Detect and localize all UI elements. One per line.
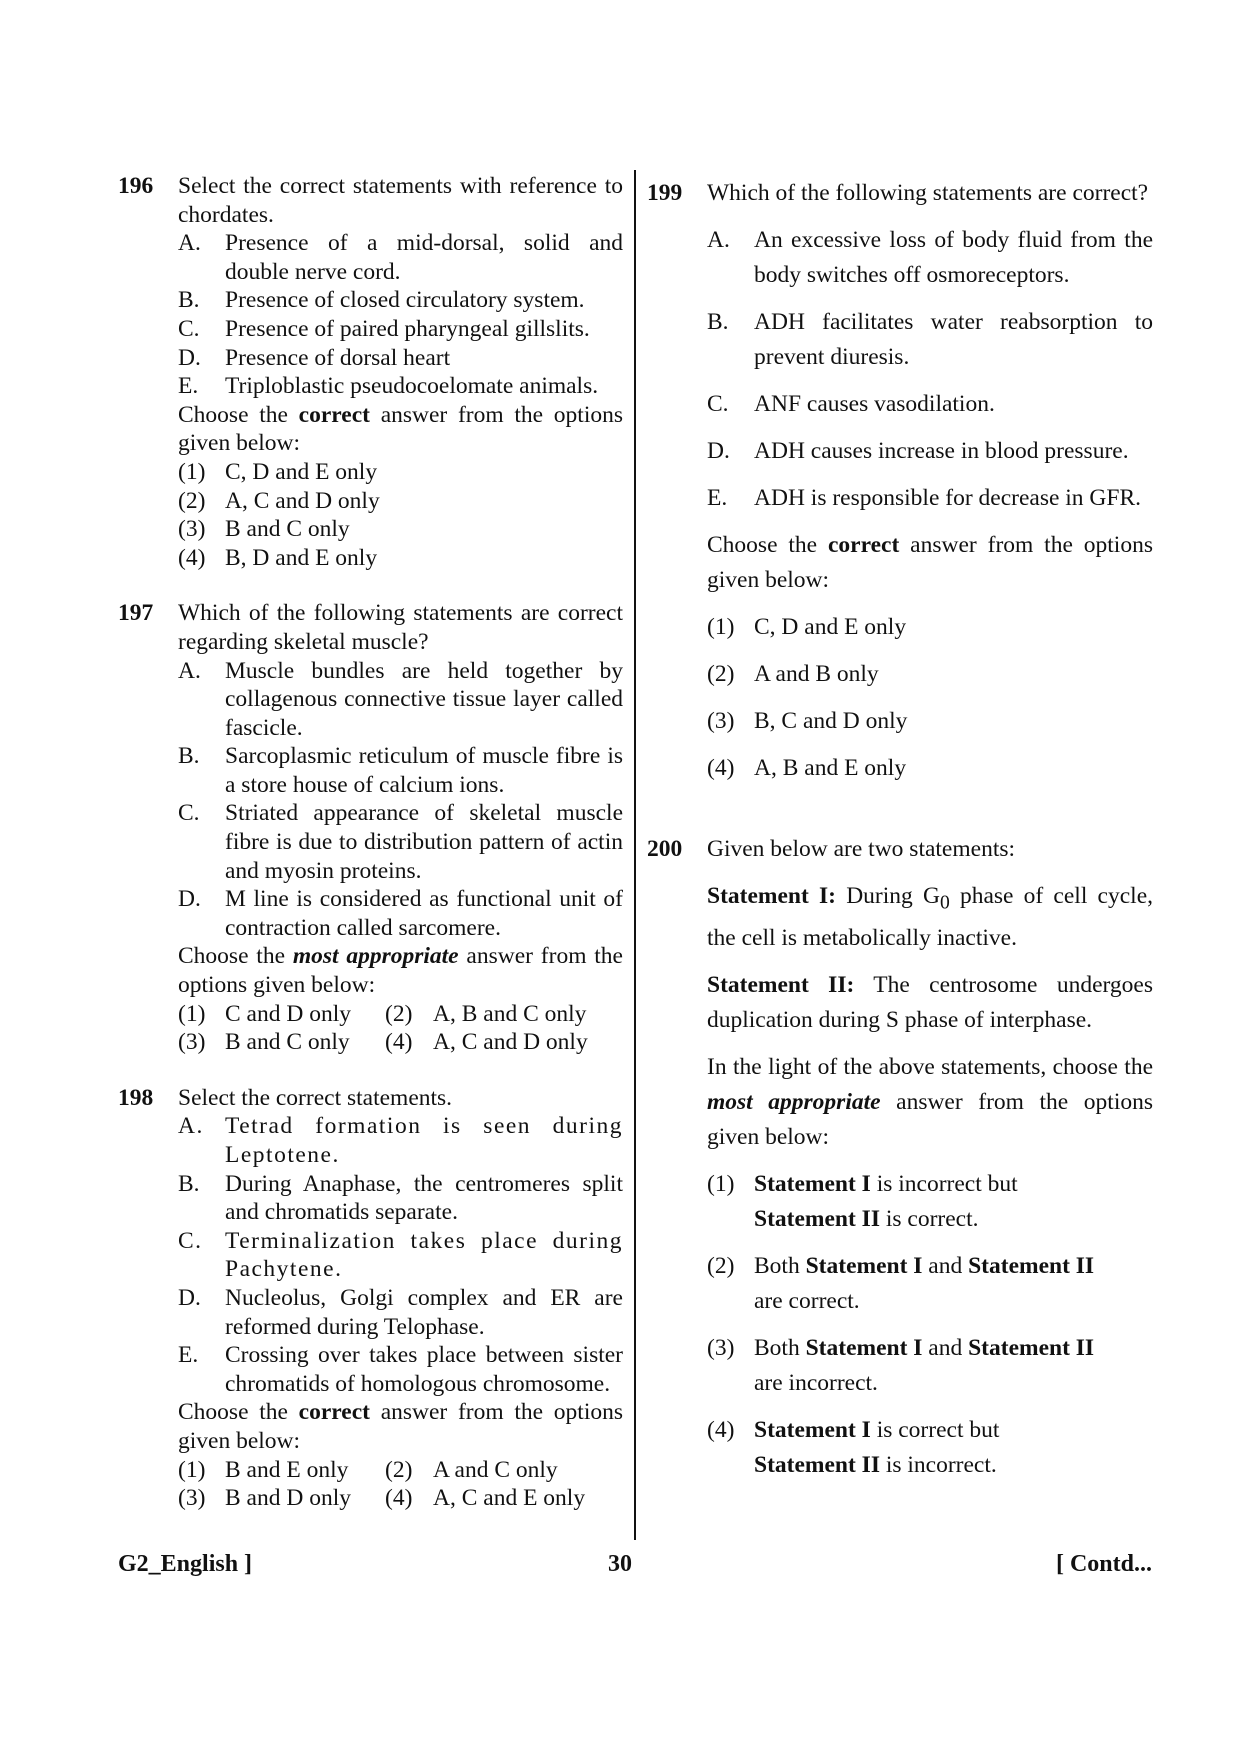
option-label: (3) [707,708,735,734]
statement-text: Tetrad formation is seen during Leptotene. [225,1113,623,1168]
statement-label: A. [178,1113,204,1140]
option-text: B and D only [225,1485,351,1512]
question-number: 197 [118,600,154,627]
instruction-keyword: correct [827,532,900,558]
option-1 [178,1456,385,1485]
question-196 [118,172,623,572]
statement-text: ANF causes vasodilation. [754,391,995,417]
option-keyword: Statement I [754,1170,871,1197]
option-label: (2) [385,1000,413,1027]
statement-text: phase of cell cycle, the cell is metabolically inactive. [707,883,1153,951]
instruction-text: answer from the options given below: [707,1088,1153,1150]
option-row [178,1484,623,1513]
option-text: A, C and E only [433,1485,586,1512]
option-keyword: Statement II [968,1252,1095,1279]
option-2 [707,657,1153,692]
question-199 [647,176,1153,786]
instruction-keyword: correct [298,1399,370,1426]
statement-text: Presence of closed circulatory system. [225,287,585,314]
option-text: A and C only [433,1456,558,1483]
choose-instruction [178,942,623,999]
statement-c [178,799,623,885]
option-keyword: Statement II [754,1451,880,1478]
option-1 [178,1000,385,1029]
statement-label: D. [178,886,201,913]
statement-text: Terminalization takes place during Pachytene. [225,1227,623,1283]
subscript: 0 [939,892,950,914]
choose-instruction [178,401,623,458]
option-4 [385,1028,588,1057]
option-label: (4) [385,1485,413,1512]
statement-text: M line is considered as functional unit of contraction called sarcomere. [225,886,623,941]
statement-text: During G [835,883,940,909]
question-stem: Select the correct statements with reference to chordates. [178,173,623,228]
statement-text: ADH causes increase in blood pressure. [754,438,1129,464]
option-label: (4) [707,755,735,781]
option-label: (4) [707,1416,735,1443]
statement-label: B. [707,309,729,335]
statement-d [178,344,623,373]
option-label: (1) [178,458,206,485]
choose-instruction [707,528,1153,598]
option-keyword: Statement I [805,1334,923,1361]
option-keyword: Statement II [968,1334,1095,1361]
option-label: (1) [178,1456,206,1483]
statement-label: E. [178,1342,199,1369]
option-label: (1) [178,1000,206,1027]
statement-e [178,372,623,401]
statement-text: Striated appearance of skeletal muscle fibre is due to distribution pattern of actin and myosin proteins. [225,800,623,884]
option-3 [178,1484,385,1513]
statement-label: C. [178,800,200,827]
option-text: is correct. [879,1205,979,1232]
statement-text: Presence of a mid-dorsal, solid and double nerve cord. [225,230,623,285]
option-2 [178,487,623,516]
statement-label: C. [178,315,200,342]
option-label: (1) [707,1170,735,1197]
instruction-keyword: most appropriate [292,943,459,970]
option-label: (3) [178,516,206,543]
option-3 [178,515,623,544]
option-text: is incorrect but [870,1170,1018,1197]
statement-label: Statement I: [707,883,836,909]
option-label: (3) [178,1029,206,1056]
statement-a [178,657,623,743]
statement-1 [707,879,1153,956]
option-text: are incorrect. [754,1369,878,1396]
statement-d [178,1284,623,1341]
statement-label: A. [178,230,201,257]
option-1 [707,610,1153,645]
option-text: B, C and D only [754,708,908,734]
option-1 [178,458,623,487]
option-4 [385,1484,585,1513]
statement-a [178,229,623,286]
option-text: A and B only [754,661,879,687]
instruction-text: answer from the options given below: [178,1399,623,1454]
question-stem: Select the correct statements. [178,1084,453,1111]
option-row [178,1000,623,1029]
statement-b [178,742,623,799]
statement-label: A. [707,227,730,253]
instruction-text: Choose the [178,943,293,970]
option-row [178,1456,623,1485]
option-label: (4) [178,544,206,571]
option-text: Both [754,1334,806,1361]
option-label: (3) [707,1334,735,1361]
option-label: (3) [178,1485,206,1512]
statement-label: C. [178,1227,203,1254]
statement-label: E. [178,373,199,400]
statement-e [707,481,1153,516]
instruction-text: answer from the options given below: [178,943,623,999]
statement-label: D. [178,1284,201,1311]
option-label: (2) [385,1456,413,1483]
question-number: 200 [647,836,683,862]
option-label: (1) [707,614,735,640]
statement-d [707,434,1153,469]
option-text: B and C only [225,516,350,543]
statement-label: D. [707,438,730,464]
option-label: (4) [385,1029,413,1056]
statement-b [178,1170,623,1227]
option-label: (2) [178,487,206,514]
column-divider [634,170,636,1540]
statement-label: B. [178,1170,200,1197]
option-2 [707,1249,1153,1319]
option-text: B, D and E only [225,544,378,571]
question-number: 198 [118,1084,154,1111]
option-3 [178,1028,385,1057]
statement-c [707,387,1153,422]
option-text: and [922,1334,969,1361]
option-text: C, D and E only [754,614,907,640]
statement-text: Presence of paired pharyngeal gillslits. [225,315,590,342]
statement-text: An excessive loss of body fluid from the body switches off osmoreceptors. [754,227,1153,288]
option-keyword: Statement II [754,1205,880,1232]
statement-label: Statement II: [707,971,855,998]
option-1 [707,1167,1153,1237]
statement-text: The centrosome undergoes duplication during S phase of interphase. [707,971,1153,1033]
page-number: 30 [608,1551,632,1577]
option-2 [385,1000,586,1029]
left-column [118,172,623,1513]
statement-b [178,286,623,315]
question-198 [118,1084,623,1513]
option-label: (2) [707,1252,735,1279]
choose-instruction [707,1050,1153,1155]
statement-text: ADH is responsible for decrease in GFR. [754,485,1142,511]
option-4 [707,1413,1153,1483]
option-2 [385,1456,558,1485]
instruction-text: In the light of the above statements, choose the [707,1053,1153,1080]
option-text: is correct but [870,1416,1000,1443]
question-number: 199 [647,180,683,206]
option-keyword: Statement I [805,1252,923,1279]
option-3 [707,1331,1153,1401]
instruction-keyword: correct [298,401,370,428]
option-text: is incorrect. [879,1451,997,1478]
statement-a [178,1112,623,1169]
statement-2 [707,968,1153,1038]
option-text: C and D only [225,1000,351,1027]
footer-booklet-code: G2_English ] [118,1551,253,1577]
statement-label: D. [178,344,201,371]
instruction-keyword: most appropriate [707,1088,881,1115]
question-197 [118,599,623,1057]
option-4 [707,751,1153,786]
option-keyword: Statement I [754,1416,871,1443]
option-text: C, D and E only [225,458,378,485]
statement-text: Sarcoplasmic reticulum of muscle fibre is a store house of calcium ions. [225,743,623,798]
statement-label: C. [707,391,729,417]
choose-instruction [178,1398,623,1455]
question-200 [647,832,1153,1483]
option-text: A, B and C only [433,1000,587,1027]
question-stem: Which of the following statements are correct regarding skeletal muscle? [178,600,623,655]
option-text: B and C only [225,1029,350,1056]
instruction-text: Choose the [707,532,828,558]
instruction-text: answer from the options given below: [707,532,1153,593]
statement-label: B. [178,287,200,314]
option-text: Both [754,1252,806,1279]
instruction-text: Choose the [178,1399,299,1426]
statement-text: Muscle bundles are held together by collagenous connective tissue layer called fascicle. [225,657,623,741]
option-3 [707,704,1153,739]
option-row [178,1028,623,1057]
statement-label: E. [707,485,728,511]
option-4 [178,544,623,573]
right-column [647,176,1153,1495]
instruction-text: Choose the [178,401,299,428]
statement-text: Crossing over takes place between sister chromatids of homologous chromosome. [225,1342,623,1397]
statement-c [178,315,623,344]
statement-text: ADH facilitates water reabsorption to prevent diuresis. [754,309,1153,370]
option-text: A, B and E only [754,755,907,781]
option-text: A, C and D only [433,1029,588,1056]
statement-c [178,1227,623,1284]
statement-b [707,305,1153,375]
option-text: B and E only [225,1456,349,1483]
statement-text: During Anaphase, the centromeres split and chromatids separate. [225,1170,623,1226]
option-text: are correct. [754,1287,860,1314]
option-text: and [922,1252,969,1279]
statement-label: B. [178,743,200,770]
statement-text: Triploblastic pseudocoelomate animals. [225,373,599,400]
option-label: (2) [707,661,735,687]
statement-d [178,885,623,942]
footer-continued: [ Contd... [1055,1551,1152,1577]
instruction-text: answer from the options given below: [178,401,623,457]
question-number: 196 [118,173,154,199]
option-text: A, C and D only [225,487,380,514]
question-stem: Which of the following statements are correct? [707,180,1149,206]
statement-e [178,1341,623,1398]
statement-label: A. [178,657,201,684]
statement-a [707,223,1153,293]
question-stem: Given below are two statements: [707,836,1016,862]
statement-text: Nucleolus, Golgi complex and ER are reformed during Telophase. [225,1284,623,1340]
statement-text: Presence of dorsal heart [225,344,451,371]
